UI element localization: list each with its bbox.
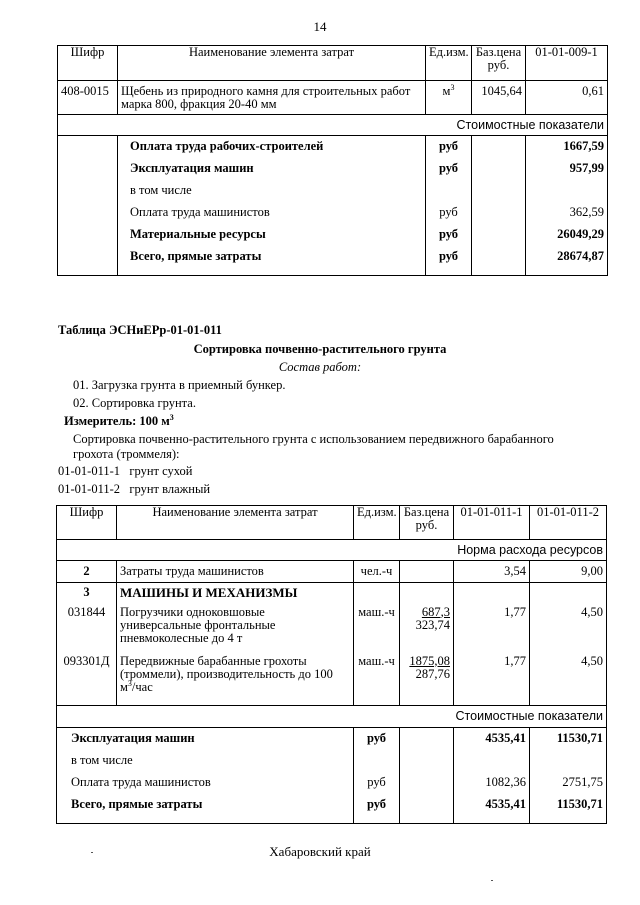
work-step: 01. Загрузка грунта в приемный бункер. <box>73 378 286 392</box>
machine-price-top: 687,3 <box>421 604 450 619</box>
header-norm-code: 01-01-009-1 <box>526 46 608 81</box>
row-unit: руб <box>426 246 472 276</box>
table-row <box>58 246 608 276</box>
header-price: Баз.цена руб. <box>400 506 454 540</box>
row-name: Оплата труда машинистов <box>57 772 354 794</box>
row-name: Эксплуатация машин <box>57 728 354 750</box>
row-v1: 1082,36 <box>454 772 530 794</box>
table-header-row <box>57 506 607 540</box>
row-v1: 4535,41 <box>454 728 530 750</box>
table-row <box>58 81 608 115</box>
header-unit: Ед.изм. <box>354 506 400 540</box>
table-row <box>57 728 607 750</box>
machine-unit: маш.-ч <box>354 654 400 706</box>
work-step: 02. Сортировка грунта. <box>73 396 196 410</box>
item-unit: $м^3$ <box>426 81 472 115</box>
machine-price-bottom: 323,74 <box>415 617 450 632</box>
machine-v1: 1,77 <box>454 603 530 654</box>
machine-price-bottom: 287,76 <box>415 666 450 681</box>
labor-unit: чел.-ч <box>354 561 400 583</box>
machines-code: 3 <box>57 583 117 603</box>
machines-title: МАШИНЫ И МЕХАНИЗМЫ <box>117 583 354 603</box>
row-v2: 11530,71 <box>530 728 607 750</box>
machine-price-top: 1875,08 <box>409 653 450 668</box>
section-label: Стоимостные показатели <box>58 115 608 136</box>
row-name: Материальные ресурсы <box>130 227 266 241</box>
item-price: 1045,64 <box>472 81 526 115</box>
row-unit: руб <box>426 136 472 158</box>
scan-speck <box>91 852 93 853</box>
norm-label: Норма расхода ресурсов <box>57 540 607 561</box>
row-value: 362,59 <box>526 202 608 224</box>
table-row <box>57 561 607 583</box>
cost-table-1 <box>57 45 608 276</box>
table-row <box>58 158 608 180</box>
machine-unit: маш.-ч <box>354 603 400 654</box>
row-value: 26049,29 <box>526 224 608 246</box>
labor-name: Затраты труда машинистов <box>117 561 354 583</box>
item-name-line1: Щебень из природного камня для строительных работ <box>121 84 411 98</box>
header-name: Наименование элемента затрат <box>117 506 354 540</box>
row-v1: 4535,41 <box>454 794 530 824</box>
machine-code: 093301Д <box>57 654 117 706</box>
table-row <box>58 202 608 224</box>
row-name: Эксплуатация машин <box>130 161 254 175</box>
row-name: Оплата труда машинистов <box>130 205 270 219</box>
row-value: 957,99 <box>526 158 608 180</box>
header-name: Наименование элемента затрат <box>118 46 426 81</box>
machine-v2: 4,50 <box>530 603 607 654</box>
variant-item: 01-01-011-1 грунт сухой <box>58 464 193 478</box>
table-title: Таблица ЭСНиЕРр-01-01-011 <box>58 323 222 337</box>
item-name <box>118 81 426 115</box>
meter-label: Измеритель: 100 $м^3$ <box>64 412 174 428</box>
row-unit: руб <box>354 728 400 750</box>
row-value: 28674,87 <box>526 246 608 276</box>
header-price: Баз.цена руб. <box>472 46 526 81</box>
row-name: Всего, прямые затраты <box>57 794 354 824</box>
machine-price <box>400 654 454 706</box>
header-code: Шифр <box>57 506 117 540</box>
item-code: 408-0015 <box>58 81 118 115</box>
description-line2: грохота (троммеля): <box>73 447 180 461</box>
description-line1: Сортировка почвенно-растительного грунта с использованием передвижного барабанного <box>73 432 554 446</box>
machine-v1: 1,77 <box>454 654 530 706</box>
section-heading: Сортировка почвенно-растительного грунта <box>193 342 447 356</box>
table-row <box>57 583 607 603</box>
header-norm-code-2: 01-01-011-2 <box>530 506 607 540</box>
machine-code: 031844 <box>57 603 117 654</box>
table-row <box>57 603 607 654</box>
row-name: в том числе <box>130 183 192 197</box>
table-row <box>57 654 607 706</box>
page-footer: Хабаровский край <box>269 844 371 859</box>
item-name-line2: марка 800, фракция 20-40 мм <box>121 97 277 111</box>
table-header-row <box>58 46 608 81</box>
row-unit: руб <box>426 224 472 246</box>
header-code: Шифр <box>58 46 118 81</box>
row-v2: 11530,71 <box>530 794 607 824</box>
machine-name: Передвижные барабанные грохоты (троммели), производительность до 100 $м^3$/час <box>117 654 354 706</box>
row-name: Оплата труда рабочих-строителей <box>118 136 426 158</box>
row-unit: руб <box>354 772 400 794</box>
machine-v2: 4,50 <box>530 654 607 706</box>
header-unit: Ед.изм. <box>426 46 472 81</box>
row-v2: 2751,75 <box>530 772 607 794</box>
table-row <box>57 772 607 794</box>
variant-item: 01-01-011-2 грунт влажный <box>58 482 211 496</box>
page-number: 14 <box>313 19 327 34</box>
item-value: 0,61 <box>526 81 608 115</box>
cost-table-2 <box>56 505 607 824</box>
row-unit: руб <box>354 794 400 824</box>
labor-v1: 3,54 <box>454 561 530 583</box>
section-label: Стоимостные показатели <box>57 706 607 728</box>
header-norm-code-1: 01-01-011-1 <box>454 506 530 540</box>
row-name: Всего, прямые затраты <box>118 246 426 276</box>
row-unit: руб <box>426 158 472 180</box>
labor-code: 2 <box>57 561 117 583</box>
machine-name: Погрузчики одноковшовые универсальные фронтальные пневмоколесные до 4 т <box>117 603 354 654</box>
section-subheading: Состав работ: <box>278 360 362 374</box>
scan-speck <box>491 880 493 881</box>
labor-v2: 9,00 <box>530 561 607 583</box>
table-row <box>57 750 607 772</box>
table-row <box>57 794 607 824</box>
table-row <box>58 224 608 246</box>
table-row <box>58 180 608 202</box>
table-row <box>58 136 608 158</box>
machine-price <box>400 603 454 654</box>
row-name: в том числе <box>57 750 354 772</box>
row-value: 1667,59 <box>526 136 608 158</box>
row-unit: руб <box>426 202 472 224</box>
